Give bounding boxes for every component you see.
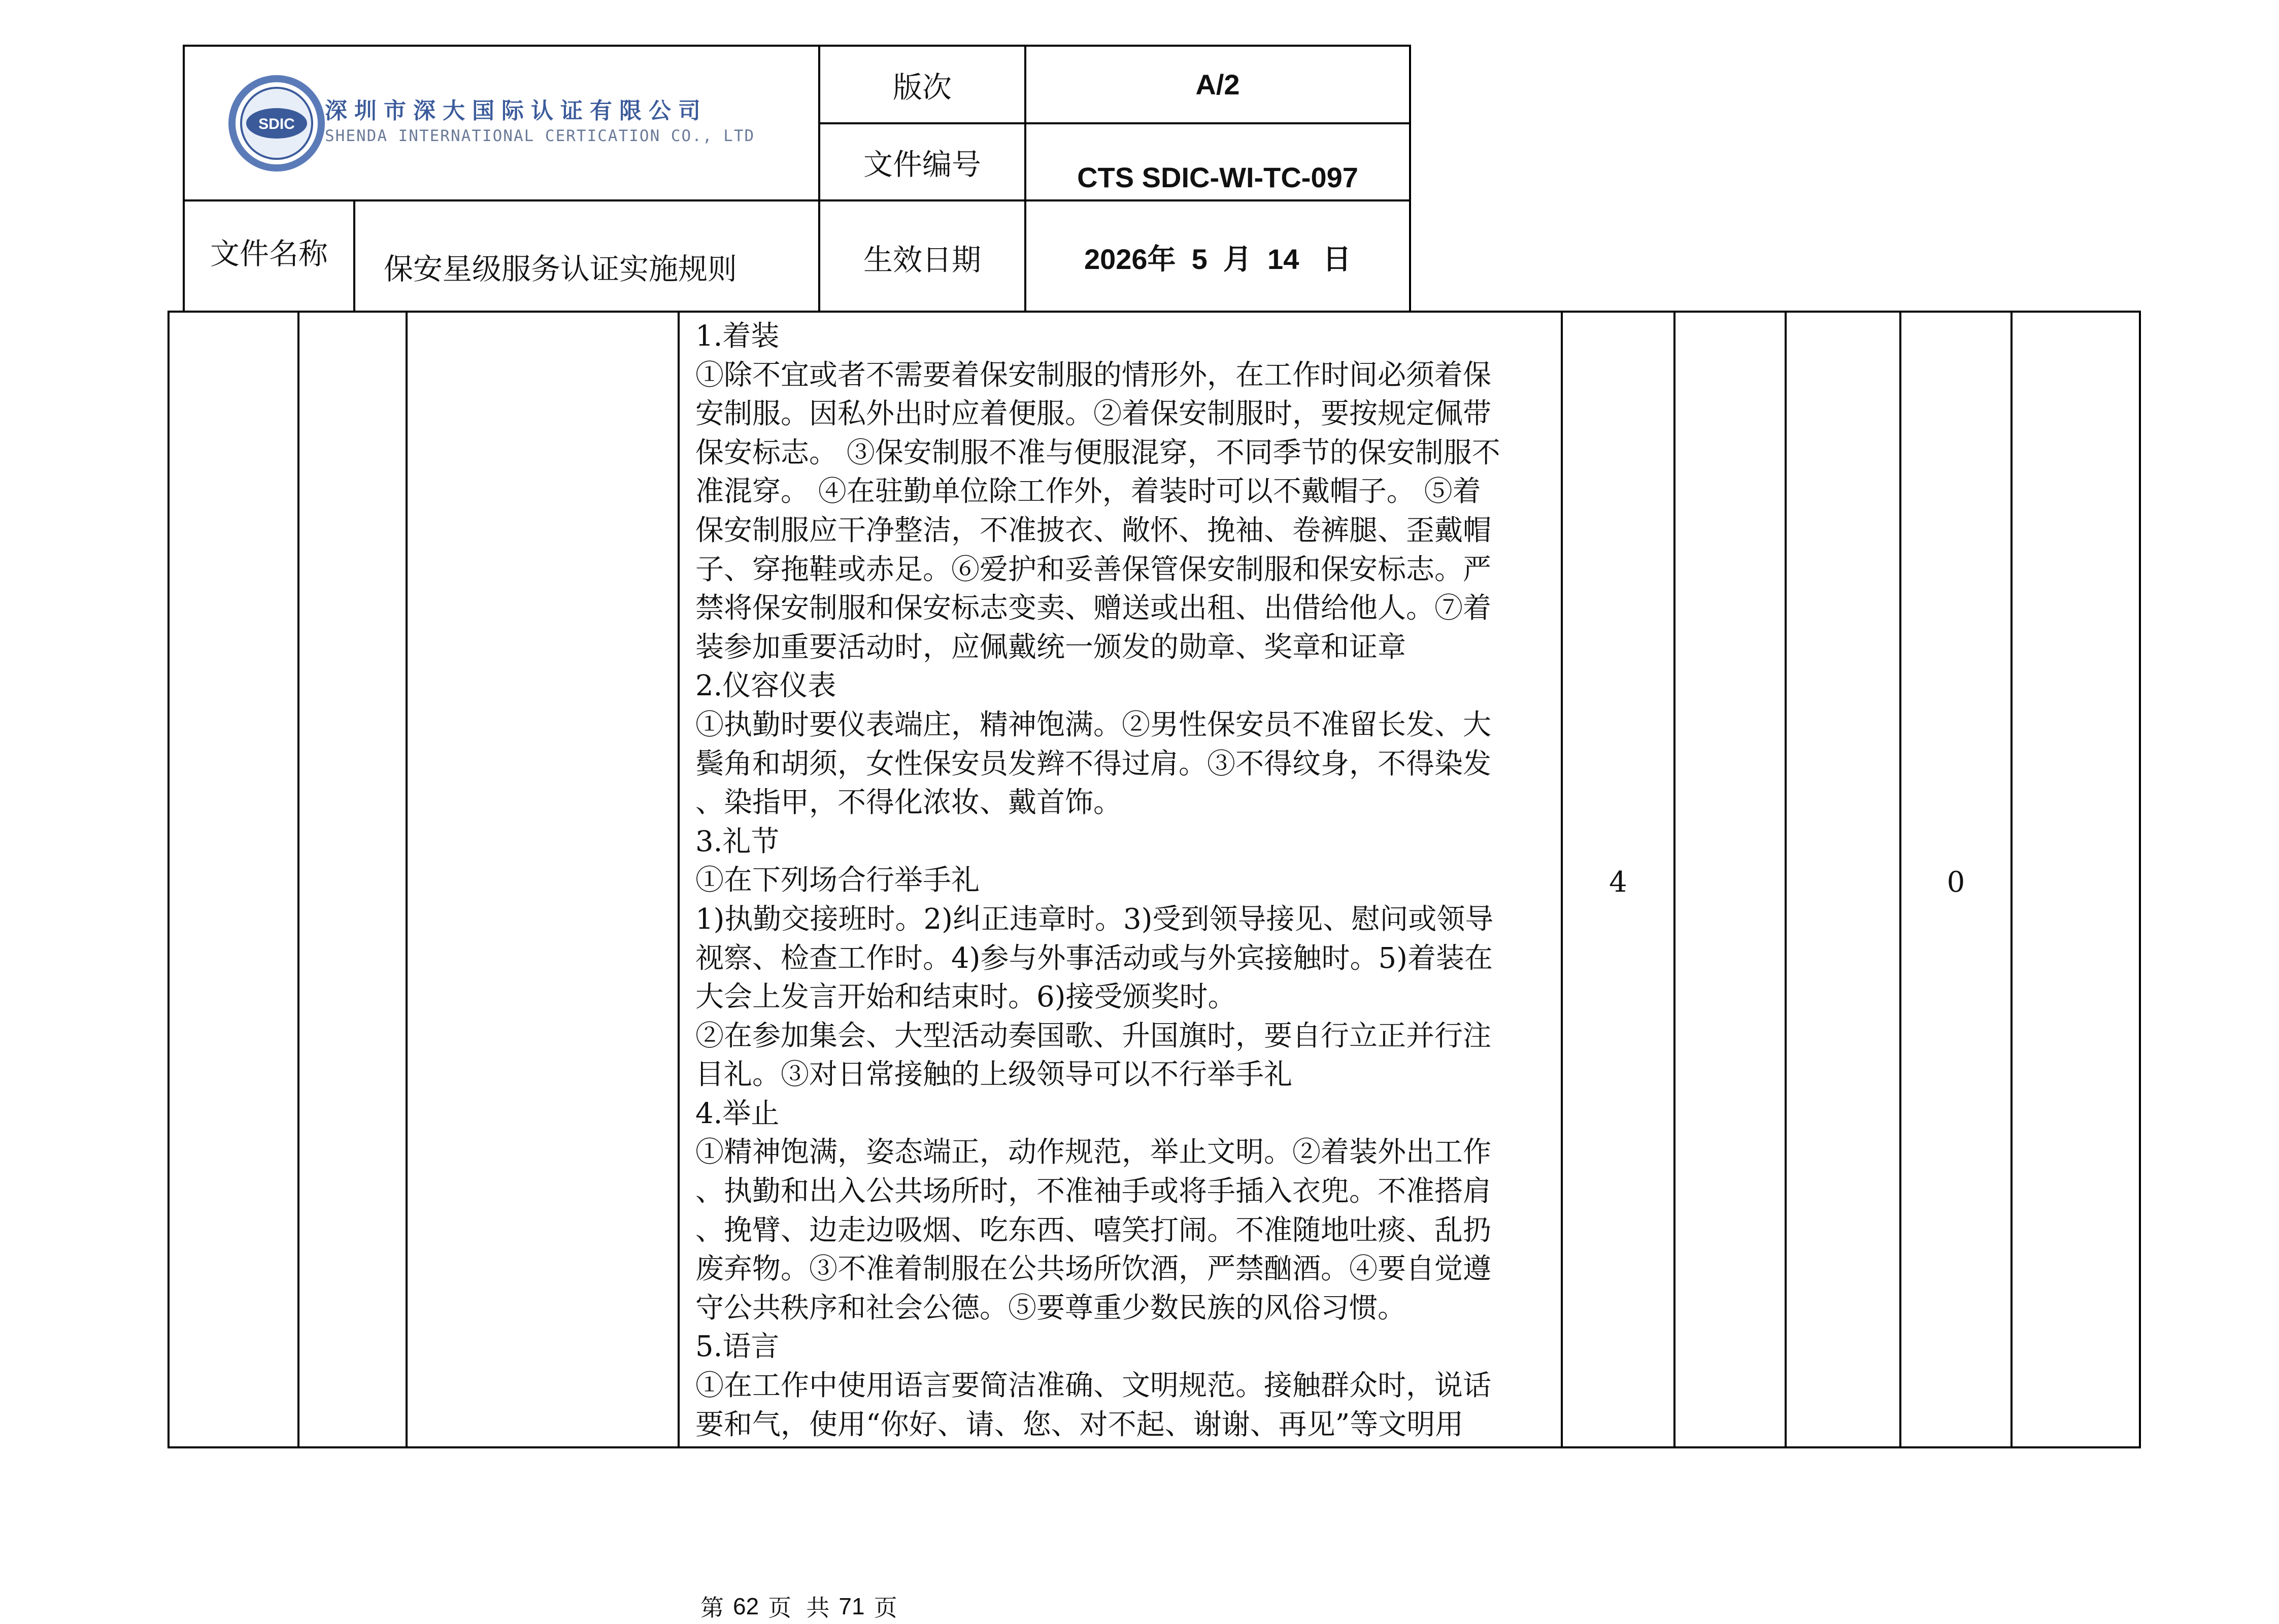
criteria-line: 安制服。因私外出时应着便服。②着保安制服时，要按规定佩带 <box>695 397 1491 431</box>
criteria-line: ②在参加集会、大型活动奏国歌、升国旗时，要自行立正并行注 <box>695 1019 1491 1053</box>
header-table <box>0 0 2279 315</box>
criteria-line: 要和气，使用“你好、请、您、对不起、谢谢、再见”等文明用 <box>695 1408 1464 1441</box>
criteria-line: 、执勤和出入公共场所时，不准袖手或将手插入衣兜。不准搭肩 <box>695 1175 1491 1208</box>
criteria-line: ①除不宜或者不需要着保安制服的情形外，在工作时间必须着保 <box>695 358 1491 392</box>
criteria-line: ①执勤时要仪表端庄，精神饱满。②男性保安员不准留长发、大 <box>695 708 1491 741</box>
criteria-line: 禁将保安制服和保安标志变卖、赠送或出租、出借给他人。⑦着 <box>695 592 1491 625</box>
effective-date-value: 2026年 5 月 14 日 <box>1084 243 1352 275</box>
criteria-line: 、染指甲，不得化浓妆、戴首饰。 <box>695 786 1122 820</box>
page-total: 71 <box>839 1593 865 1619</box>
version-value: A/2 <box>1195 69 1240 100</box>
page-suffix: 页 <box>874 1594 897 1621</box>
criteria-line: 3.礼节 <box>695 825 780 858</box>
criteria-line: 5.语言 <box>695 1330 780 1364</box>
criteria-line: 鬓角和胡须，女性保安员发辫不得过肩。③不得纹身，不得染发 <box>695 747 1491 781</box>
criteria-line: 保安制服应干净整洁，不准披衣、敞怀、挽袖、卷裤腿、歪戴帽 <box>695 514 1491 547</box>
doc-name-label: 文件名称 <box>210 236 328 271</box>
page-current: 62 <box>733 1593 759 1619</box>
criteria-line: 大会上发言开始和结束时。6)接受颁奖时。 <box>695 980 1236 1014</box>
criteria-line: 保安标志。 ③保安制服不准与便服混穿，不同季节的保安制服不 <box>695 436 1500 469</box>
criteria-lines <box>695 317 1558 1444</box>
score-cell-1: 4 <box>1609 865 1627 899</box>
criteria-text <box>695 317 1558 1446</box>
doc-no-label: 文件编号 <box>863 147 981 182</box>
criteria-line: 2.仪容仪表 <box>695 669 836 703</box>
score-cell-2: 0 <box>1947 865 1965 899</box>
criteria-line: ①精神饱满，姿态端正，动作规范，举止文明。②着装外出工作 <box>695 1136 1491 1169</box>
doc-name-value: 保安星级服务认证实施规则 <box>384 252 738 286</box>
criteria-line: 装参加重要活动时，应佩戴统一颁发的勋章、奖章和证章 <box>695 630 1406 664</box>
criteria-line: ①在工作中使用语言要简洁准确、文明规范。接触群众时，说话 <box>695 1369 1491 1403</box>
criteria-line: 废弃物。③不准着制服在公共场所饮酒，严禁酗酒。④要自觉遵 <box>695 1253 1491 1286</box>
doc-no-value: CTS SDIC-WI-TC-097 <box>1077 161 1358 193</box>
effective-date-label: 生效日期 <box>863 243 981 277</box>
company-name-cn: 深圳市深大国际认证有限公司 <box>325 98 708 124</box>
criteria-line: 目礼。③对日常接触的上级领导可以不行举手礼 <box>695 1058 1292 1092</box>
page-prefix: 第 <box>700 1594 724 1621</box>
criteria-line: 视察、检查工作时。4)参与外事活动或与外宾接触时。5)着装在 <box>695 941 1493 975</box>
criteria-line: 4.举止 <box>695 1097 780 1130</box>
criteria-line: 守公共秩序和社会公德。⑤要尊重少数民族的风俗习惯。 <box>695 1291 1406 1325</box>
page-mid: 页 共 <box>768 1594 830 1621</box>
criteria-line: 1.着装 <box>695 320 780 353</box>
company-logo <box>228 75 325 172</box>
version-label: 版次 <box>892 70 952 105</box>
criteria-line: ①在下列场合行举手礼 <box>695 864 980 897</box>
company-name-en: SHENDA INTERNATIONAL CERTICATION CO., LTD <box>325 127 755 145</box>
criteria-line: 准混穿。 ④在驻勤单位除工作外，着装时可以不戴帽子。 ⑤着 <box>695 475 1481 509</box>
criteria-line: 1)执勤交接班时。2)纠正违章时。3)受到领导接见、慰问或领导 <box>695 902 1494 936</box>
page-footer <box>700 1588 985 1624</box>
criteria-line: 、挽臂、边走边吸烟、吃东西、嘻笑打闹。不准随地吐痰、乱扔 <box>695 1213 1491 1247</box>
svg-text:SDIC: SDIC <box>258 116 295 132</box>
criteria-line: 子、穿拖鞋或赤足。⑥爱护和妥善保管保安制服和保安标志。严 <box>695 553 1491 586</box>
